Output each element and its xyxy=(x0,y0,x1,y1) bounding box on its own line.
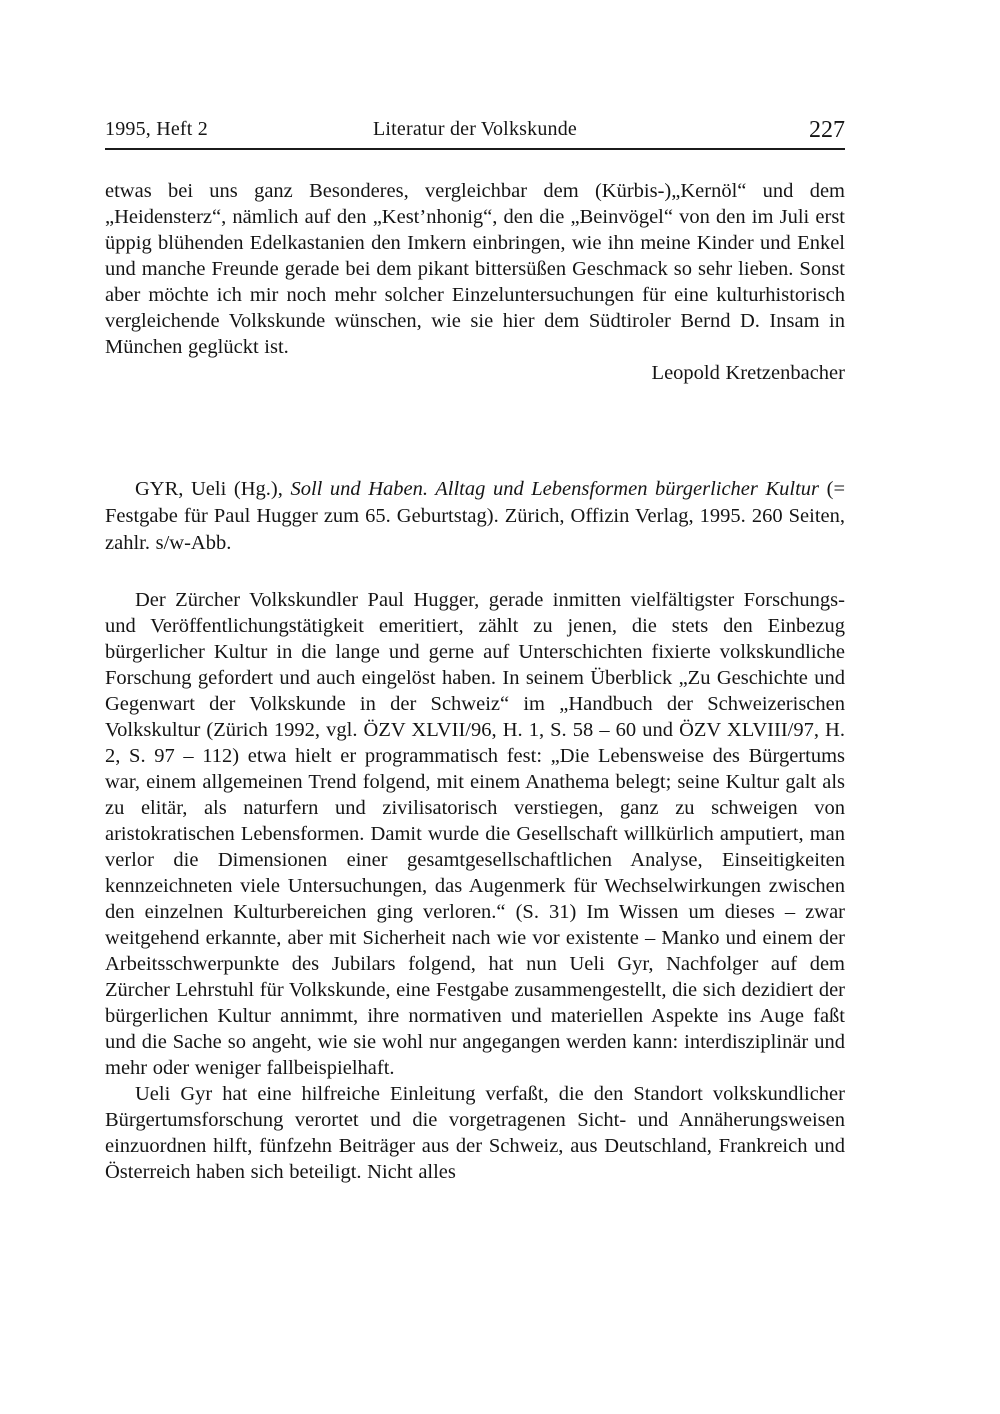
section-title: Literatur der Volkskunde xyxy=(372,118,578,140)
issue-label: 1995, Heft 2 xyxy=(105,118,208,140)
reviewer-signature: Leopold Kretzenbacher xyxy=(651,362,845,384)
page-number: 227 xyxy=(809,117,845,143)
bibliographic-entry xyxy=(105,476,845,557)
review-continuation-paragraph: etwas bei uns ganz Besonderes, vergleichbar dem (Kürbis-)„Kernöl“ und dem „Heidensterz“, nämlich auf den „Kest’nhonig“, den die „Beinvögel“ von den im Juli erst üppig blühenden Edelkastanien den Imkern einbringen, wie ihn meine Kinder und Enkel und manche Freunde gerade bei dem pikant bittersüßen Geschmack so sehr lieben. Sonst aber möchte ich mir noch mehr solcher Einzeluntersuchungen für eine kulturhistorisch vergleichende Volkskunde wünschen, wie sie hier dem Südtiroler Bernd D. Insam in München geglückt ist. xyxy=(105,180,845,358)
page-body xyxy=(105,178,845,1185)
review-body-paragraph-2: Ueli Gyr hat eine hilfreiche Einleitung verfaßt, die den Standort volkskundlicher Bürgertumsforschung verortet und die vorgetragenen Sicht- und Annäherungsweisen einzuordnen hilft, fünfzehn Beiträger aus der Schweiz, aus Deutschland, Frankreich und Österreich haben sich beteiligt. Nicht alles xyxy=(105,1083,845,1183)
bib-details: (= Festgabe für Paul Hugger zum 65. Geburtstag). Zürich, Offizin Verlag, 1995. 260 Seiten, zahlr. s/w-Abb. xyxy=(105,478,846,554)
bib-title: Soll und Haben. Alltag und Lebensformen bürgerlicher Kultur xyxy=(290,478,820,500)
running-head xyxy=(105,118,845,150)
journal-page xyxy=(105,0,845,1185)
review-body-paragraph-1: Der Zürcher Volkskundler Paul Hugger, gerade inmitten vielfältigster Forschungs- und Veröffentlichungstätigkeit emeritiert, zählt zu jenen, die stets den Einbezug bürgerlicher Kultur in die lange und gerne auf Unterschichten fixierte volkskundliche Forschung gefordert und auch eingelöst haben. In seinem Überblick „Zu Geschichte und Gegenwart der Volkskunde in der Schweiz“ im „Handbuch der Schweizerischen Volkskultur (Zürich 1992, vgl. ÖZV XLVII/96, H. 1, S. 58 – 60 und ÖZV XLVIII/97, H. 2, S. 97 – 112) etwa hielt er programmatisch fest: „Die Lebensweise des Bürgertums war, einem allgemeinen Trend folgend, mit einem Anathema belegt; seine Kultur galt als zu elitär, als naturfern und zivilisatorisch verstiegen, ganz zu schweigen von aristokratischen Lebensformen. Damit wurde die Gesellschaft willkürlich amputiert, man verlor die Dimensionen einer gesamtgesellschaftlichen Analyse, Einseitigkeiten kennzeichneten viele Untersuchungen, das Augenmerk für Wechselwirkungen zwischen den einzelnen Kulturbereichen ging verloren.“ (S. 31) Im Wissen um dieses – zwar weitgehend erkannte, aber mit Sicherheit nach wie vor existente – Manko und einem der Arbeitsschwerpunkte des Jubilars folgend, hat nun Ueli Gyr, Nachfolger auf dem Zürcher Lehrstuhl für Volkskunde, eine Festgabe zusammengestellt, die sich dezidiert der bürgerlichen Kultur annimmt, ihre normativen und materiellen Aspekte ins Auge faßt und die Sache so angeht, wie sie wohl nur angegangen werden kann: interdisziplinär und mehr oder weniger fallbeispielhaft. xyxy=(105,589,845,1079)
bib-author: GYR, Ueli (Hg.), xyxy=(135,478,291,500)
